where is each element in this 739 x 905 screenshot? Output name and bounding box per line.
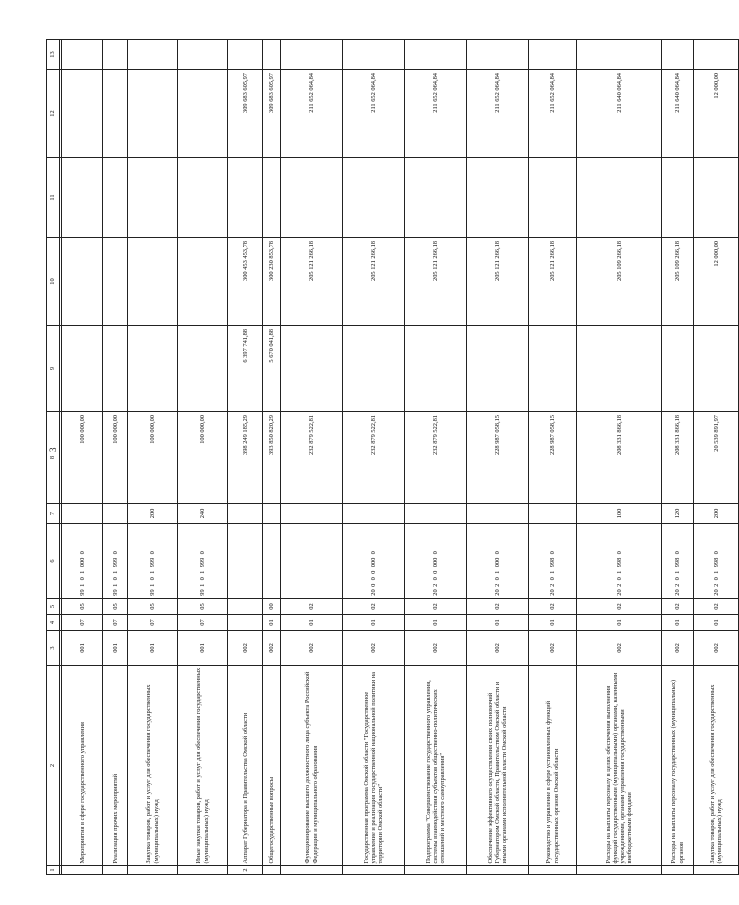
- amount-col13-cell: [263, 40, 281, 70]
- target-article-part: 0: [199, 577, 207, 581]
- table-row: [529, 40, 577, 875]
- target-article-part: 0: [674, 551, 682, 555]
- amount-col13-cell: [228, 40, 263, 70]
- row-name-cell: Мероприятия в сфере государственного управления: [62, 666, 103, 866]
- amount-col11-cell: [128, 158, 178, 238]
- page-number: 3: [48, 447, 58, 452]
- table-body: [47, 40, 739, 875]
- target-article-part: 20: [674, 589, 682, 596]
- code-target-article-cell: [662, 524, 694, 599]
- amount-col13-cell: [694, 40, 739, 70]
- code-glava-cell: 002: [263, 631, 281, 666]
- target-article-part: 1: [674, 570, 682, 574]
- code-target-article-cell: [529, 524, 577, 599]
- code-razdel-cell: 01: [662, 615, 694, 631]
- code-expense-type-cell: [263, 504, 281, 524]
- code-glava-cell: 001: [62, 631, 103, 666]
- amount-col12-cell: 12 000,00: [694, 70, 739, 158]
- amount-col13-cell: [662, 40, 694, 70]
- target-article-part: 000: [370, 557, 378, 568]
- amount-col11-cell: [281, 158, 343, 238]
- code-expense-type-cell: [405, 504, 467, 524]
- target-article-part: 0: [111, 551, 119, 555]
- code-target-article-cell: [281, 524, 343, 599]
- amount-col9-cell: [103, 326, 128, 412]
- amount-col11-cell: [529, 158, 577, 238]
- table-row: [178, 40, 228, 875]
- target-article-part: 999: [149, 557, 157, 568]
- table-row: [694, 40, 739, 875]
- amount-col10-cell: [178, 238, 228, 326]
- row-name-cell: Аппарат Губернатора и Правительства Омской области: [228, 666, 263, 866]
- amount-col10-cell: [103, 238, 128, 326]
- amount-col12-cell: 309 683 605,97: [263, 70, 281, 158]
- amount-col12-cell: 309 683 605,97: [228, 70, 263, 158]
- code-glava-cell: 002: [577, 631, 662, 666]
- amount-col8-cell: 208 331 866,18: [577, 412, 662, 504]
- code-podrazdel-cell: 05: [128, 599, 178, 615]
- target-article-part: 1: [549, 570, 557, 574]
- target-article-part: 0: [78, 551, 86, 555]
- amount-col8-cell: 208 331 866,18: [662, 412, 694, 504]
- amount-col13-cell: [62, 40, 103, 70]
- target-article-part: 0: [370, 551, 378, 555]
- amount-col12-cell: 211 640 064,84: [662, 70, 694, 158]
- target-article-part: 99: [111, 589, 119, 596]
- row-number-cell: [128, 866, 178, 875]
- code-expense-type-cell: 200: [128, 504, 178, 524]
- table-row: [128, 40, 178, 875]
- amount-col11-cell: [577, 158, 662, 238]
- header-cell: 5: [47, 599, 60, 615]
- target-article-part: 0: [149, 551, 157, 555]
- header-cell: 4: [47, 615, 60, 631]
- target-article-part: 0: [432, 551, 440, 555]
- target-article-part: 998: [674, 557, 682, 568]
- amount-col8-cell: 393 850 820,29: [263, 412, 281, 504]
- target-article-part: 0: [78, 577, 86, 581]
- target-article-part: 998: [712, 557, 720, 568]
- header-cell: 12: [47, 70, 60, 158]
- row-name-cell: Функционирование высшего должностного лица субъекта Российской Федерации и муниципального образования: [281, 666, 343, 866]
- code-razdel-cell: 01: [405, 615, 467, 631]
- target-article-part: 1: [199, 570, 207, 574]
- budget-table: [46, 39, 739, 875]
- amount-col8-cell: 232 879 522,81: [343, 412, 405, 504]
- target-article-part: 1: [712, 570, 720, 574]
- amount-col10-cell: 205 121 266,18: [467, 238, 529, 326]
- amount-col10-cell: 205 109 266,18: [577, 238, 662, 326]
- target-article-part: 1: [615, 570, 623, 574]
- amount-col11-cell: [467, 158, 529, 238]
- target-article-part: 99: [199, 589, 207, 596]
- amount-col8-cell: 232 879 522,81: [281, 412, 343, 504]
- target-article-part: 1: [149, 570, 157, 574]
- amount-col12-cell: 211 652 064,84: [343, 70, 405, 158]
- target-article-part: 2: [494, 583, 502, 587]
- code-expense-type-cell: [228, 504, 263, 524]
- row-number-cell: [662, 866, 694, 875]
- budget-table-rotated: [46, 40, 724, 875]
- target-article-part: 0: [432, 570, 440, 574]
- code-podrazdel-cell: 05: [62, 599, 103, 615]
- amount-col9-cell: [405, 326, 467, 412]
- target-article-part: 1: [494, 570, 502, 574]
- amount-col8-cell: 228 987 058,15: [529, 412, 577, 504]
- code-glava-cell: 001: [178, 631, 228, 666]
- target-article-part: 0: [549, 577, 557, 581]
- amount-col12-cell: 211 652 064,84: [281, 70, 343, 158]
- amount-col10-cell: 300 230 853,78: [263, 238, 281, 326]
- target-article-part: 0: [432, 577, 440, 581]
- target-article-part: 998: [549, 557, 557, 568]
- target-article-part: 1: [78, 583, 86, 587]
- table-row: [281, 40, 343, 875]
- target-article-part: 0: [494, 551, 502, 555]
- amount-col9-cell: [577, 326, 662, 412]
- code-expense-type-cell: [62, 504, 103, 524]
- code-expense-type-cell: 200: [694, 504, 739, 524]
- target-article-part: 99: [149, 589, 157, 596]
- amount-col9-cell: [467, 326, 529, 412]
- target-article-part: 20: [370, 589, 378, 596]
- code-razdel-cell: 07: [103, 615, 128, 631]
- header-cell: 11: [47, 158, 60, 238]
- amount-col8-cell: 100 000,00: [103, 412, 128, 504]
- target-article-part: 1: [149, 583, 157, 587]
- code-glava-cell: 001: [128, 631, 178, 666]
- code-glava-cell: 002: [467, 631, 529, 666]
- amount-col9-cell: [62, 326, 103, 412]
- target-article-part: 999: [111, 557, 119, 568]
- code-target-article-cell: [467, 524, 529, 599]
- amount-col10-cell: 205 121 266,18: [343, 238, 405, 326]
- row-number-cell: [529, 866, 577, 875]
- row-name-cell: Расходы на выплаты персоналу в целях обеспечения выполнения функций государственными (муниципальными) органами, казенными учреждениями, органами управления государственными внебюджетными фондами: [577, 666, 662, 866]
- row-number-cell: [694, 866, 739, 875]
- amount-col13-cell: [467, 40, 529, 70]
- row-number-cell: [178, 866, 228, 875]
- amount-col10-cell: 205 121 266,18: [281, 238, 343, 326]
- row-name-cell: Закупка товаров, работ и услуг для обеспечения государственных (муниципальных) нужд: [694, 666, 739, 866]
- amount-col10-cell: 300 453 453,78: [228, 238, 263, 326]
- header-cell: 2: [47, 666, 60, 866]
- amount-col12-cell: [178, 70, 228, 158]
- target-article-part: 0: [370, 570, 378, 574]
- code-expense-type-cell: [103, 504, 128, 524]
- amount-col11-cell: [228, 158, 263, 238]
- code-razdel-cell: 07: [62, 615, 103, 631]
- amount-col9-cell: 6 397 741,88: [228, 326, 263, 412]
- amount-col11-cell: [103, 158, 128, 238]
- code-expense-type-cell: [467, 504, 529, 524]
- amount-col8-cell: 228 987 058,15: [467, 412, 529, 504]
- code-target-article-cell: [228, 524, 263, 599]
- amount-col8-cell: 100 000,00: [178, 412, 228, 504]
- amount-col8-cell: 398 249 185,29: [228, 412, 263, 504]
- amount-col10-cell: [62, 238, 103, 326]
- table-row: [103, 40, 128, 875]
- code-podrazdel-cell: 02: [662, 599, 694, 615]
- amount-col13-cell: [529, 40, 577, 70]
- target-article-part: 20: [494, 589, 502, 596]
- code-razdel-cell: 01: [694, 615, 739, 631]
- target-article-part: 20: [712, 589, 720, 596]
- code-expense-type-cell: 100: [577, 504, 662, 524]
- header-cell: 13: [47, 40, 60, 70]
- amount-col9-cell: [343, 326, 405, 412]
- code-expense-type-cell: [529, 504, 577, 524]
- amount-col13-cell: [128, 40, 178, 70]
- code-podrazdel-cell: 00: [263, 599, 281, 615]
- target-article-part: 1: [111, 583, 119, 587]
- row-number-cell: [263, 866, 281, 875]
- row-name-cell: Иные закупки товаров, работ и услуг для обеспечения государственных (муниципальных) нужд: [178, 666, 228, 866]
- table-row: [62, 40, 103, 875]
- row-number-cell: 2: [228, 866, 263, 875]
- target-article-part: 2: [432, 583, 440, 587]
- amount-col11-cell: [343, 158, 405, 238]
- amount-col12-cell: 211 652 064,84: [529, 70, 577, 158]
- amount-col8-cell: 20 539 891,97: [694, 412, 739, 504]
- target-article-part: 999: [199, 557, 207, 568]
- target-article-part: 998: [615, 557, 623, 568]
- amount-col11-cell: [263, 158, 281, 238]
- code-glava-cell: 002: [662, 631, 694, 666]
- amount-col11-cell: [178, 158, 228, 238]
- target-article-part: 1: [199, 583, 207, 587]
- code-podrazdel-cell: 02: [405, 599, 467, 615]
- target-article-part: 0: [615, 551, 623, 555]
- target-article-part: 0: [712, 551, 720, 555]
- code-podrazdel-cell: 05: [103, 599, 128, 615]
- code-glava-cell: 002: [343, 631, 405, 666]
- header-cell: 1: [47, 866, 60, 875]
- table-row: [577, 40, 662, 875]
- code-expense-type-cell: [343, 504, 405, 524]
- amount-col12-cell: 211 652 064,84: [467, 70, 529, 158]
- amount-col13-cell: [405, 40, 467, 70]
- code-razdel-cell: 01: [529, 615, 577, 631]
- target-article-part: 2: [674, 583, 682, 587]
- header-cell: 10: [47, 238, 60, 326]
- target-article-part: 0: [370, 583, 378, 587]
- target-article-part: 0: [111, 577, 119, 581]
- target-article-part: 99: [78, 589, 86, 596]
- target-article-part: 1: [111, 570, 119, 574]
- target-article-part: 0: [370, 577, 378, 581]
- amount-col11-cell: [694, 158, 739, 238]
- table-row: [263, 40, 281, 875]
- amount-col10-cell: [128, 238, 178, 326]
- amount-col8-cell: 232 879 522,81: [405, 412, 467, 504]
- code-glava-cell: 002: [405, 631, 467, 666]
- amount-col10-cell: 205 109 266,18: [662, 238, 694, 326]
- row-name-cell: Руководство и управление в сфере установленных функций государственных органов Омской области: [529, 666, 577, 866]
- code-target-article-cell: [128, 524, 178, 599]
- table-row: [228, 40, 263, 875]
- table-row: [343, 40, 405, 875]
- amount-col12-cell: [103, 70, 128, 158]
- header-cell: 8: [47, 412, 60, 504]
- amount-col12-cell: 211 640 064,84: [577, 70, 662, 158]
- target-article-part: 2: [549, 583, 557, 587]
- amount-col13-cell: [103, 40, 128, 70]
- row-name-cell: Закупка товаров, работ и услуг для обеспечения государственных (муниципальных) нужд: [128, 666, 178, 866]
- amount-col13-cell: [281, 40, 343, 70]
- code-target-article-cell: [62, 524, 103, 599]
- target-article-part: 20: [432, 589, 440, 596]
- row-name-cell: Подпрограмма "Совершенствование государственного управления, системы взаимодействия субъектов общественно-политических отношений и местного самоуправления": [405, 666, 467, 866]
- code-glava-cell: 002: [281, 631, 343, 666]
- amount-col13-cell: [577, 40, 662, 70]
- row-number-cell: [103, 866, 128, 875]
- amount-col9-cell: 5 670 041,88: [263, 326, 281, 412]
- header-row: [47, 40, 60, 875]
- amount-col8-cell: 100 000,00: [62, 412, 103, 504]
- target-article-part: 000: [78, 557, 86, 568]
- target-article-part: 0: [674, 577, 682, 581]
- header-cell: 3: [47, 631, 60, 666]
- code-target-article-cell: [343, 524, 405, 599]
- target-article-part: 2: [712, 583, 720, 587]
- row-number-cell: [405, 866, 467, 875]
- amount-col9-cell: [529, 326, 577, 412]
- row-name-cell: Государственная программа Омской области "Государственное управление и реализация государственной национальной политики на территории Омской области": [343, 666, 405, 866]
- row-number-cell: [467, 866, 529, 875]
- row-name-cell: Расходы на выплаты персоналу государственных (муниципальных) органов: [662, 666, 694, 866]
- code-target-article-cell: [178, 524, 228, 599]
- row-name-cell: Общегосударственные вопросы: [263, 666, 281, 866]
- code-podrazdel-cell: 02: [467, 599, 529, 615]
- amount-col9-cell: [128, 326, 178, 412]
- table-row: [662, 40, 694, 875]
- target-article-part: 0: [549, 551, 557, 555]
- code-podrazdel-cell: 02: [343, 599, 405, 615]
- code-razdel-cell: 01: [577, 615, 662, 631]
- table-row: [405, 40, 467, 875]
- code-razdel-cell: 01: [467, 615, 529, 631]
- code-razdel-cell: 07: [128, 615, 178, 631]
- amount-col9-cell: [694, 326, 739, 412]
- code-razdel-cell: [228, 615, 263, 631]
- target-article-part: 0: [494, 577, 502, 581]
- target-article-part: 1: [78, 570, 86, 574]
- code-glava-cell: 001: [103, 631, 128, 666]
- code-podrazdel-cell: 02: [694, 599, 739, 615]
- code-razdel-cell: 07: [178, 615, 228, 631]
- code-glava-cell: 002: [694, 631, 739, 666]
- target-article-part: 0: [615, 577, 623, 581]
- amount-col10-cell: 12 000,00: [694, 238, 739, 326]
- target-article-part: 000: [494, 557, 502, 568]
- amount-col13-cell: [343, 40, 405, 70]
- amount-col10-cell: 205 121 266,18: [529, 238, 577, 326]
- code-target-article-cell: [405, 524, 467, 599]
- code-target-article-cell: [263, 524, 281, 599]
- amount-col12-cell: 211 652 064,84: [405, 70, 467, 158]
- code-podrazdel-cell: 02: [529, 599, 577, 615]
- code-podrazdel-cell: 02: [281, 599, 343, 615]
- row-name-cell: Обеспечение эффективного осуществления своих полномочий Губернатором Омской области, Правительством Омской области и иными органами исполнительной власти Омской области: [467, 666, 529, 866]
- code-target-article-cell: [577, 524, 662, 599]
- table-row: [467, 40, 529, 875]
- amount-col13-cell: [178, 40, 228, 70]
- target-article-part: 0: [712, 577, 720, 581]
- amount-col12-cell: [62, 70, 103, 158]
- amount-col9-cell: [178, 326, 228, 412]
- target-article-part: 2: [615, 583, 623, 587]
- target-article-part: 20: [615, 589, 623, 596]
- amount-col12-cell: [128, 70, 178, 158]
- header-cell: 9: [47, 326, 60, 412]
- code-target-article-cell: [103, 524, 128, 599]
- code-target-article-cell: [694, 524, 739, 599]
- amount-col9-cell: [662, 326, 694, 412]
- row-number-cell: [62, 866, 103, 875]
- code-razdel-cell: 01: [281, 615, 343, 631]
- row-number-cell: [577, 866, 662, 875]
- code-razdel-cell: 01: [263, 615, 281, 631]
- target-article-part: 20: [549, 589, 557, 596]
- amount-col9-cell: [281, 326, 343, 412]
- amount-col10-cell: 205 121 266,18: [405, 238, 467, 326]
- amount-col8-cell: 100 000,00: [128, 412, 178, 504]
- code-razdel-cell: 01: [343, 615, 405, 631]
- code-glava-cell: 002: [529, 631, 577, 666]
- target-article-part: 0: [199, 551, 207, 555]
- header-cell: 7: [47, 504, 60, 524]
- row-number-cell: [281, 866, 343, 875]
- row-number-cell: [343, 866, 405, 875]
- row-name-cell: Реализация прочих мероприятий: [103, 666, 128, 866]
- code-podrazdel-cell: 02: [577, 599, 662, 615]
- target-article-part: 000: [432, 557, 440, 568]
- code-glava-cell: 002: [228, 631, 263, 666]
- code-expense-type-cell: [281, 504, 343, 524]
- code-expense-type-cell: 120: [662, 504, 694, 524]
- amount-col11-cell: [62, 158, 103, 238]
- amount-col11-cell: [405, 158, 467, 238]
- header-cell: 6: [47, 524, 60, 599]
- code-podrazdel-cell: 05: [178, 599, 228, 615]
- amount-col11-cell: [662, 158, 694, 238]
- code-podrazdel-cell: [228, 599, 263, 615]
- code-expense-type-cell: 240: [178, 504, 228, 524]
- target-article-part: 0: [149, 577, 157, 581]
